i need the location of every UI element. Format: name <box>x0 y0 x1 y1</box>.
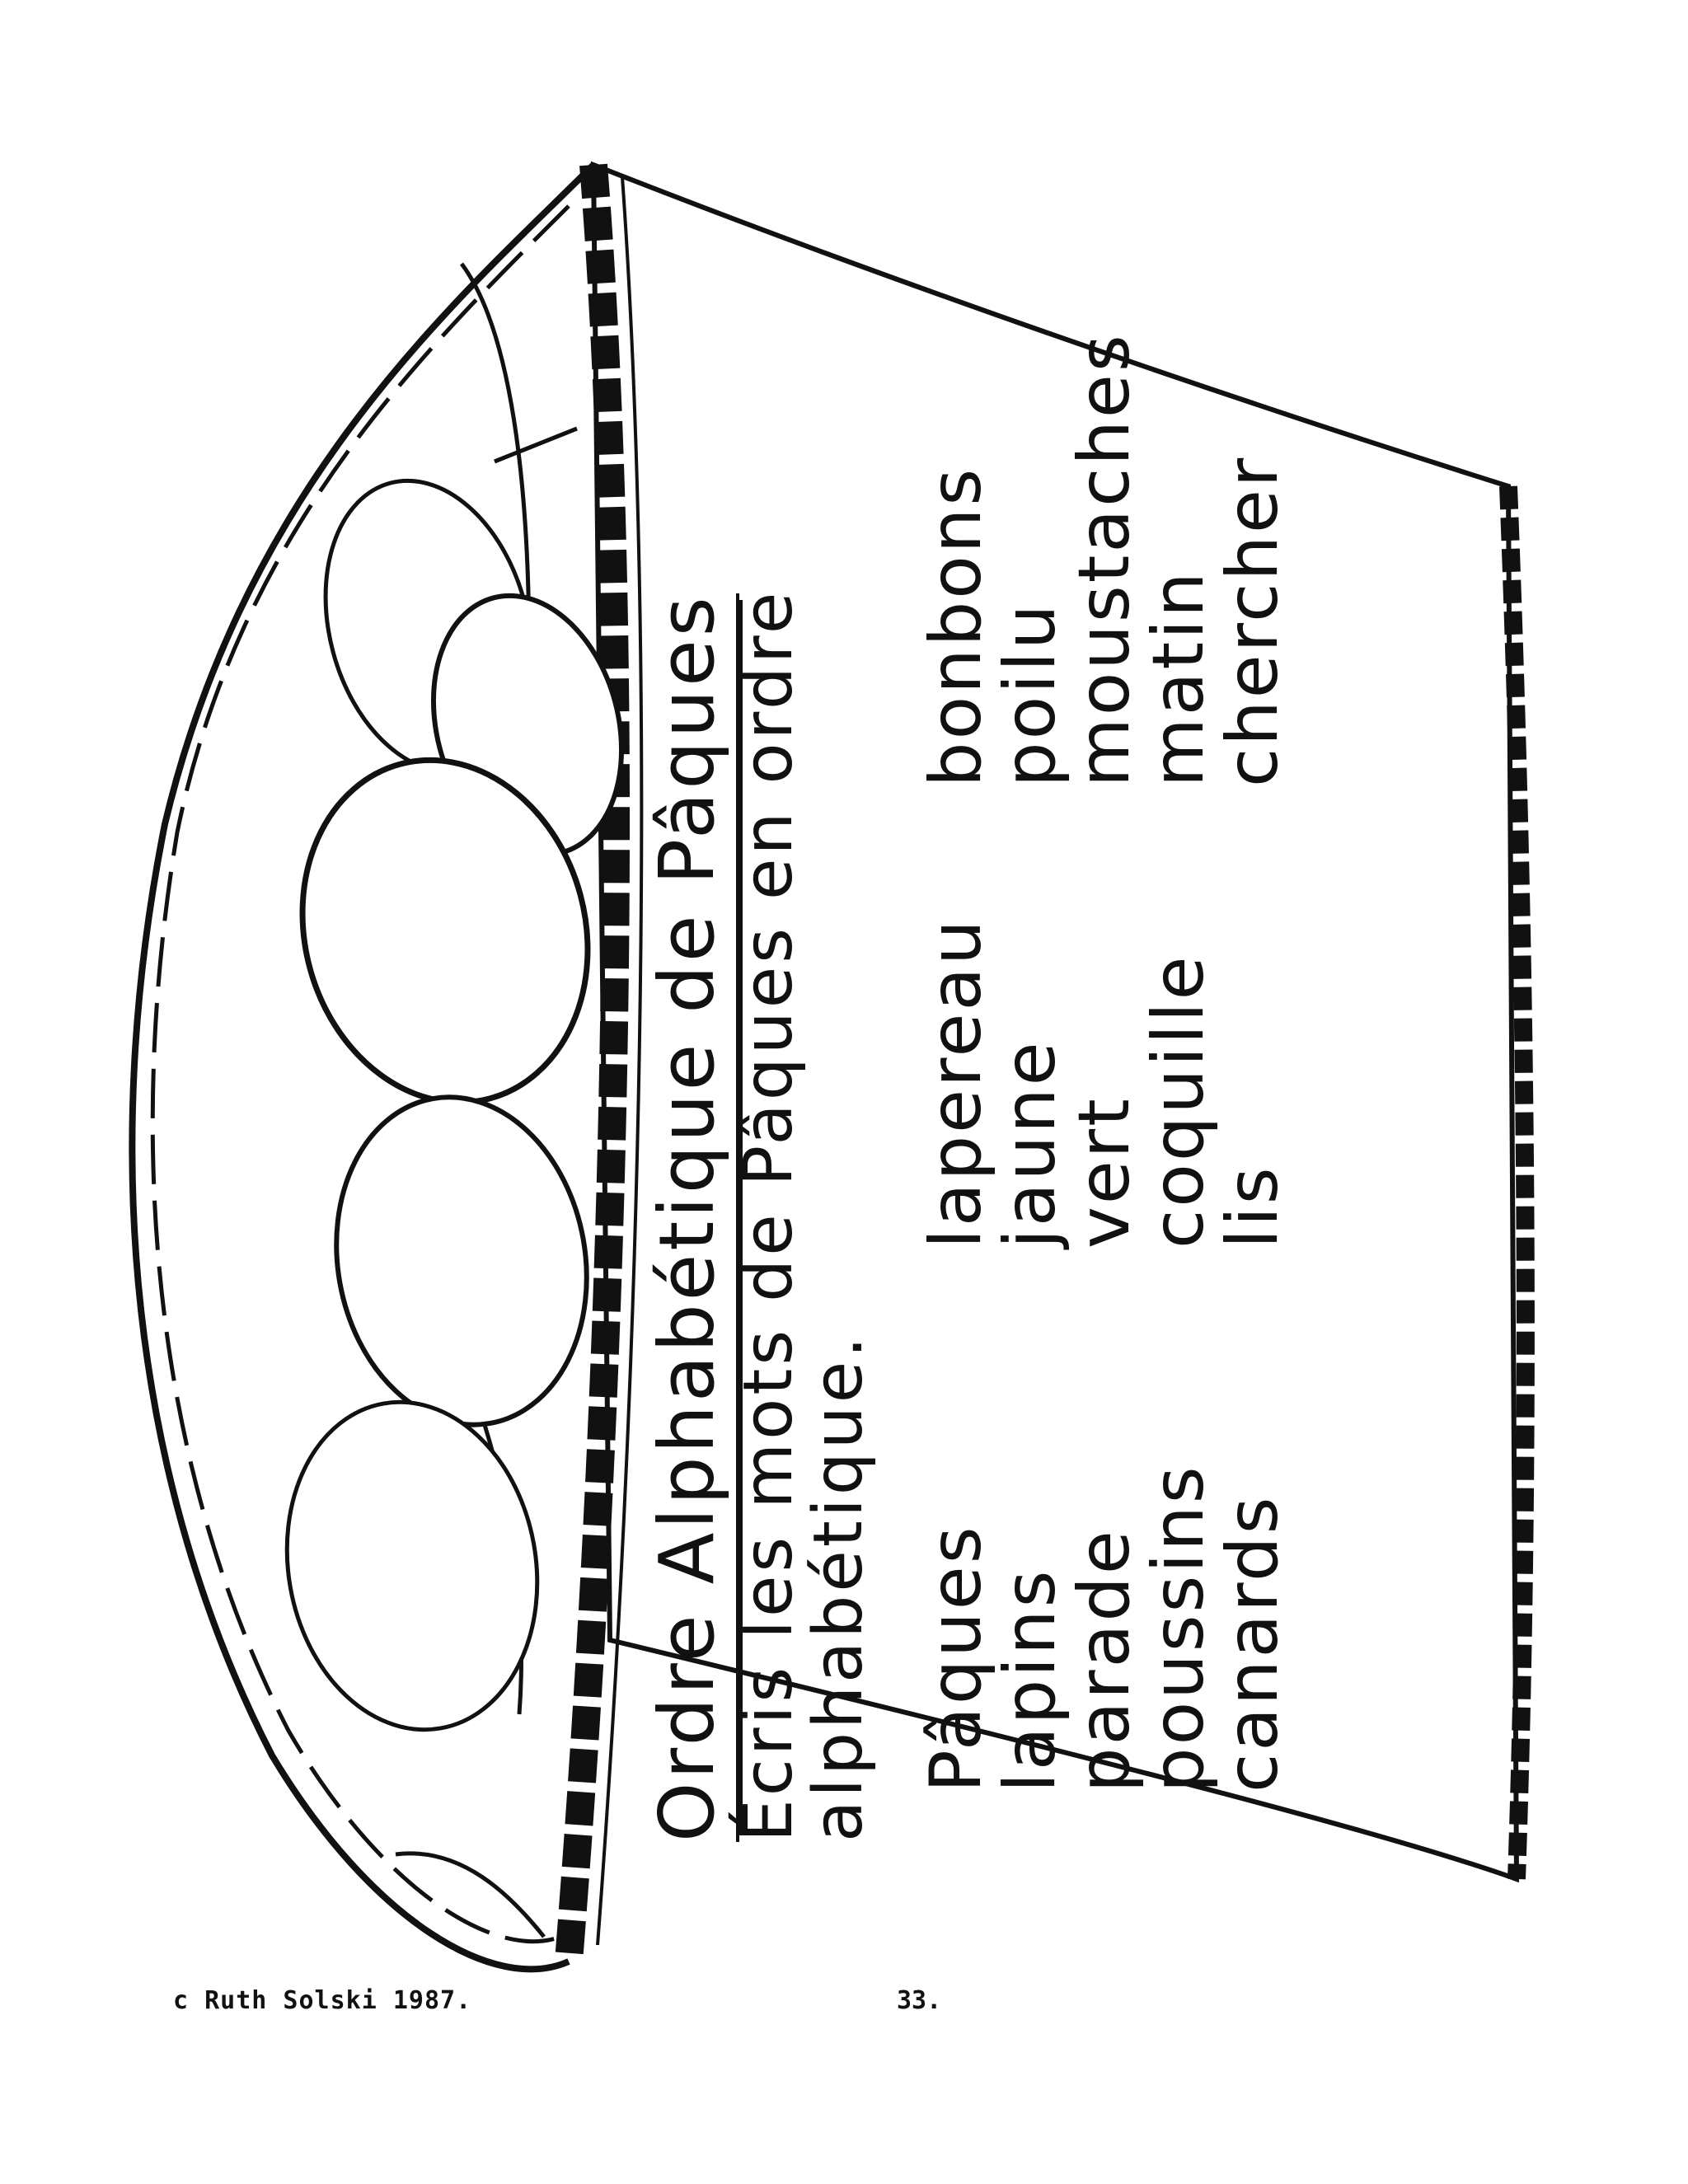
egg <box>262 1382 563 1750</box>
worksheet-title: Ordre Alphabétique de Pâques <box>643 593 739 1842</box>
rotated-content <box>643 111 1688 1842</box>
word-item: parade <box>1063 1528 1146 1793</box>
word-item: lis <box>1212 1165 1294 1249</box>
word-item: jaune <box>989 1039 1071 1249</box>
word-item: canards <box>1212 1494 1294 1793</box>
word-item: chercher <box>1212 455 1294 787</box>
word-item: vert <box>1063 1096 1146 1249</box>
word-item: coquille <box>1137 954 1220 1249</box>
word-item: lapereau <box>915 917 997 1249</box>
page-number: 33. <box>897 1986 942 2015</box>
worksheet-instruction: Écris les mots de Pâques en ordre <box>729 588 808 1842</box>
word-item: Pâques <box>915 1524 997 1793</box>
word-item: lapins <box>989 1568 1071 1793</box>
egg <box>312 1077 612 1445</box>
worksheet-instruction: alphabétique. <box>799 1333 878 1842</box>
word-item: poussins <box>1137 1464 1220 1793</box>
copyright-text: c Ruth Solski 1987. <box>173 1986 472 2015</box>
word-item: bonbons <box>915 466 997 787</box>
word-item: moustaches <box>1063 332 1146 787</box>
word-item: matin <box>1137 569 1220 787</box>
word-item: poilu <box>989 602 1071 787</box>
